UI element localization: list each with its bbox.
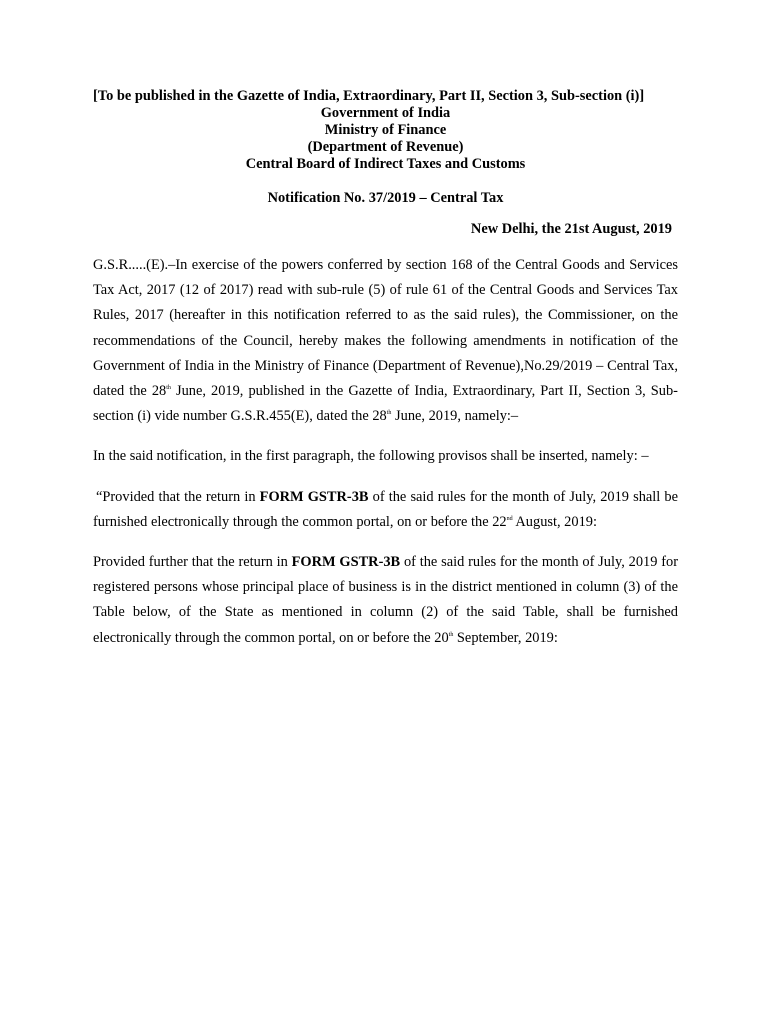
second-proviso-text-b: of the said rules for the month of July, 2019 for registered persons whose principal place of business is in the district mentioned in column (3) of the Table below, of the State as mentioned in column (2) of the said Table, shall be furnished electronically through the common portal, on or before the 20 [93,554,678,646]
first-proviso-paragraph [93,485,678,535]
header-government: Government of India [320,105,451,121]
preamble-text-a: G.S.R.....(E).–In exercise of the powers conferred by section 168 of the Central Goods and Services Tax Act, 2017 (12 of 2017) read with sub-rule (5) of rule 61 of the Central Goods and Services Tax Rules, 2017 (hereafter in this notification referred to as the said rules), the Commissioner, on the recommendations of the Council, hereby makes the following amendments in notification of the Government of India in the Ministry of Finance (Department of Revenue),No.29/2019 – Central Tax, dated the 28 [93,257,678,400]
first-proviso-text-b: of the said rules for the month of July, 2019 shall be furnished electronically through the common portal, on or before the 22 [93,488,678,530]
gazette-publication-note: [To be published in the Gazette of India, Extraordinary, Part II, Section 3, Sub-section (i)] [93,88,645,104]
header-department: (Department of Revenue) [307,139,464,155]
issuing-authority-header [93,105,678,173]
preamble-paragraph [93,253,678,429]
first-proviso-sup: nd [506,515,513,522]
preamble-text-b: June, 2019, published in the Gazette of India, Extraordinary, Part II, Section 3, Sub-section (i) vide number G.S.R.455(E), dated the 28 [93,383,678,425]
second-proviso-sup: th [448,631,454,638]
header-board: Central Board of Indirect Taxes and Customs [245,156,526,172]
preamble-text-c: June, 2019, namely:– [391,408,519,425]
amendment-intro-paragraph: In the said notification, in the first paragraph, the following provisos shall be inserted, namely: – [93,448,649,465]
notification-number: Notification No. 37/2019 – Central Tax [267,190,504,206]
place-date-line: New Delhi, the 21st August, 2019 [470,221,672,237]
document-page [93,88,678,651]
first-proviso-text-a: “Provided that the return in [96,488,260,505]
preamble-sup-1: th [166,385,171,392]
first-proviso-text-c: August, 2019: [512,513,597,530]
second-proviso-paragraph [93,550,678,651]
second-proviso-form-name: FORM GSTR-3B [291,554,401,571]
preamble-sup-2: th [386,410,392,417]
first-proviso-form-name: FORM GSTR-3B [259,488,369,505]
second-proviso-text-a: Provided further that the return in [93,554,292,571]
second-proviso-text-c: September, 2019: [453,629,558,646]
header-ministry: Ministry of Finance [324,122,447,138]
